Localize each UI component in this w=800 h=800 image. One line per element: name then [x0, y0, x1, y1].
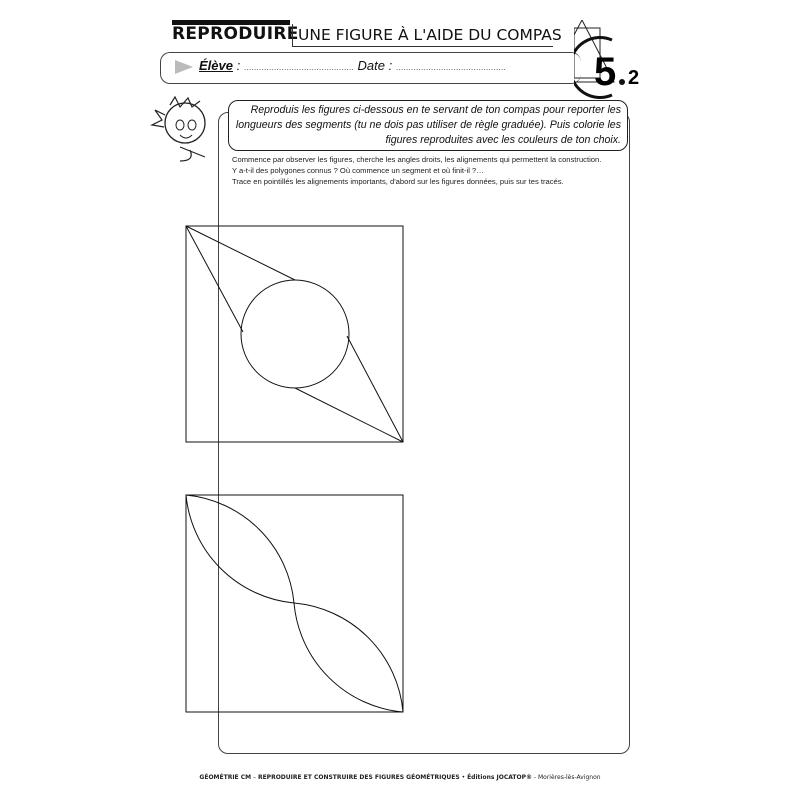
- title-main: REPRODUIRE: [172, 24, 299, 44]
- eleve-colon: :: [236, 58, 241, 73]
- date-field[interactable]: ............................................: [395, 62, 506, 72]
- instruction-line: Commence par observer les figures, cherche les angles droits, les alignements qui permettent la construction.: [232, 155, 602, 164]
- footer-location: - Morières-lès-Avignon: [532, 774, 601, 781]
- eleve-field[interactable]: ............................................: [243, 62, 354, 72]
- instruction-line: Y a-t-il des polygones connus ? Où commence un segment et où finit-il ?…: [232, 166, 484, 175]
- instruction-line: Trace en pointillés les alignements importants, d'abord sur les figures données, puis sur tes tracés.: [232, 177, 564, 186]
- footer-sep: •: [459, 774, 468, 781]
- lesson-number: 5: [594, 50, 617, 94]
- date-label: Date :: [357, 58, 393, 73]
- figure-1: [186, 226, 403, 442]
- eleve-label: Élève: [199, 58, 233, 73]
- lesson-subnumber: 2: [628, 67, 640, 89]
- footer: [0, 774, 800, 781]
- title-sub: UNE FIGURE À L'AIDE DU COMPAS: [292, 24, 553, 47]
- footer-series: GÉOMÉTRIE CM: [199, 774, 252, 781]
- instruction-bubble: Reproduis les figures ci-dessous en te servant de ton compas pour reporter les longueurs des segments (tu ne dois pas utiliser de règle graduée). Puis colorie les figures reproduites avec les couleurs de ton choix.: [228, 100, 628, 151]
- figure-2: [186, 495, 403, 712]
- footer-title: REPRODUIRE ET CONSTRUIRE DES FIGURES GÉOMÉTRIQUES: [257, 774, 460, 781]
- footer-publisher: Éditions JOCATOP®: [467, 774, 533, 781]
- footer-sep: –: [251, 774, 258, 781]
